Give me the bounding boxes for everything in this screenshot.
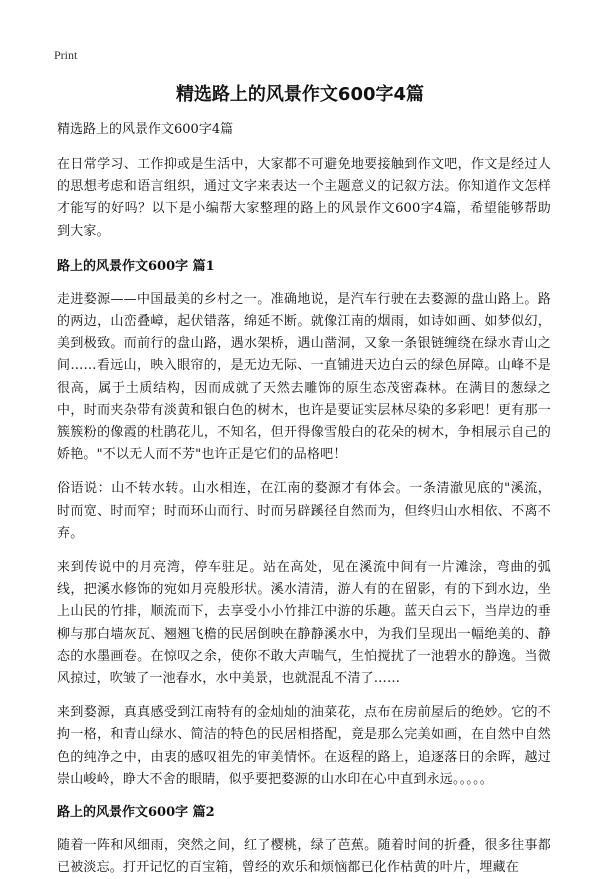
- section-1-paragraph-3: 来到传说中的月亮湾，停车驻足。站在高处，见在溪流中间有一片滩涂，弯曲的弧线，把溪水修饰的宛如月亮般形状。溪水清清，游人有的在留影，有的下到水边，坐上山民的竹排，顺流而下，去享受小小竹排江中游的乐趣。蓝天白云下，当岸边的垂柳与那白墙灰瓦、翘翘飞檐的民居倒映在静静溪水中，为我们呈现出一幅绝美的、静态的水墨画卷。在惊叹之余，使你不敢大声喘气，生怕搅扰了一池碧水的静逸。当微风掠过，吹皱了一池春水，水中美景，也就混乱不清了……: [57, 560, 551, 687]
- article-subtitle: 精选路上的风景作文600字4篇: [57, 122, 234, 137]
- section-heading-1: 路上的风景作文600字 篇1: [57, 258, 215, 274]
- print-link[interactable]: Print: [54, 48, 78, 62]
- section-1-paragraph-1: 走进婺源——中国最美的乡村之一。准确地说，是汽车行驶在去婺源的盘山路上。路的两边，山峦叠嶂，起伏错落，绵延不断。就像江南的烟雨，如诗如画、如梦似幻，美到极致。而前行的盘山路，遇水架桥，遇山凿洞，又象一条银链缠绕在绿水青山之间……看远山，映入眼帘的，是无边无际、一直铺进天边白云的绿色屏障。山峰不是很高，属于土质结构，因而成就了天然去雕饰的原生态茂密森林。在满目的葱绿之中，时而夹杂带有淡黄和银白色的树木，也许是要证实层林尽染的多彩吧！更有那一簇簇粉的像霞的杜鹃花儿，不知名，但开得像雪般白的花朵的树木，争相展示自己的娇艳。"不以无人而不芳"也许正是它们的品格吧！: [57, 291, 551, 463]
- page-title: 精选路上的风景作文600字4篇: [175, 84, 425, 105]
- section-2-paragraph-1: 随着一阵和风细雨，突然之间，红了樱桃，绿了芭蕉。随着时间的折叠，很多往事都已被淡忘。打开记忆的百宝箱，曾经的欢乐和烦恼都已化作枯黄的叶片，埋藏在: [57, 838, 551, 876]
- intro-paragraph: 在日常学习、工作抑或是生活中，大家都不可避免地要接触到作文吧，作文是经过人的思想考虑和语言组织，通过文字来表达一个主题意义的记叙方法。你知道作文怎样才能写的好吗？以下是小编帮大家整理的路上的风景作文600字4篇，希望能够帮助到大家。: [57, 157, 551, 239]
- section-1-paragraph-2: 俗语说：山不转水转。山水相连，在江南的婺源才有体会。一条清澈见底的"溪流，时而宽、时而窄；时而环山而行、时而另辟蹊径自然而为，但终归山水相依、不离不弃。: [57, 481, 551, 541]
- section-heading-2: 路上的风景作文600字 篇2: [57, 805, 215, 821]
- article-body: [57, 120, 551, 879]
- section-1-paragraph-4: 来到婺源，真真感受到江南特有的金灿灿的油菜花，点布在房前屋后的绝妙。它的不拘一格，和青山绿水、简洁的特色的民居相搭配，竟是那么完美如画，在自然中自然色的纯净之中，由衷的感叹祖先的审美情怀。在返程的路上，追逐落日的余晖，越过崇山峻岭，睁大不舍的眼睛，似乎要把婺源的山水印在心中直到永远。。。。。: [57, 705, 551, 787]
